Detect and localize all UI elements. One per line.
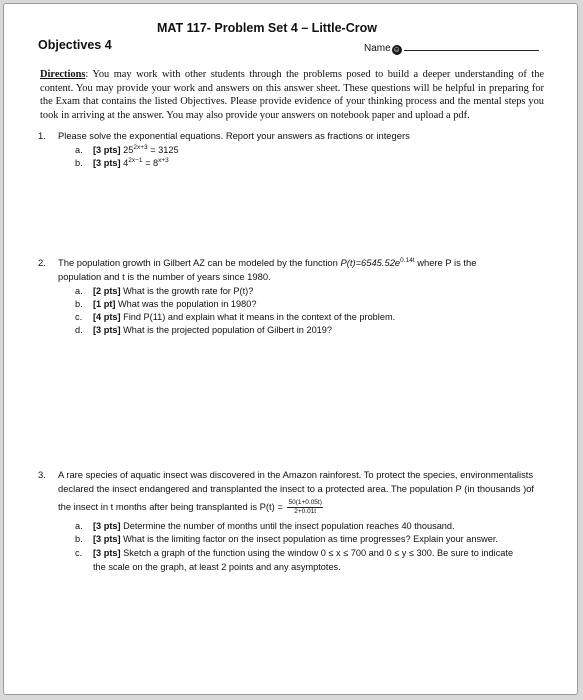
question-3c: c. [3 pts] Sketch a graph of the function using the window 0 ≤ x ≤ 700 and 0 ≤ y ≤ 300. Be sure to indicate bbox=[75, 548, 514, 558]
question-2b: b. [1 pt] What was the population in 1980? bbox=[75, 299, 257, 309]
question-3b: b. [3 pts] What is the limiting factor on the insect population as time progresses? Explain your answer. bbox=[75, 534, 498, 544]
name-field bbox=[364, 41, 539, 55]
name-label: Name bbox=[364, 43, 391, 54]
smiley-icon: ☺ bbox=[392, 45, 401, 54]
directions-label: Directions bbox=[40, 69, 86, 80]
question-text: A rare species of aquatic insect was discovered in the Amazon rainforest. To protect the species, environmentalists bbox=[58, 469, 534, 480]
directions-paragraph bbox=[40, 68, 544, 122]
directions-text: : You may work with other students through the problems posed to build a deeper understanding of the content. You may provide your work and answers on this answer sheet. These questions will be helpful in preparing for the Exam that contains the listed Objectives. Please provide evidence of your thinking process and the mental steps you took in arriving at the answer. You may also provide your answers on notebook paper and upload a pdf. bbox=[40, 69, 544, 121]
question-text-line3: the insect in t months after being transplanted is P(t) = $\frac{50(1+0.05t)}{2+0.01t}$ bbox=[58, 499, 322, 515]
question-text-line2: population and t is the number of years since 1980. bbox=[58, 271, 271, 282]
population-fraction: $\frac{50(1+0.05t)}{2+0.01t}$ bbox=[288, 499, 322, 515]
question-3c-line2: the scale on the graph, at least 2 points and any asymptotes. bbox=[93, 562, 341, 572]
question-3a: a. [3 pts] Determine the number of months until the insect population reaches 40 thousand. bbox=[75, 521, 455, 531]
question-text: The population growth in Gilbert AZ can be modeled by the function $P(t)=6545.52e^{0.14t}$ where P is the bbox=[58, 257, 477, 268]
question-2c: c. [4 pts] Find P(11) and explain what it means in the context of the problem. bbox=[75, 312, 396, 322]
question-2 bbox=[38, 257, 558, 357]
question-1b: b. [3 pts] $4^{2x-1} = 8^{x+3}$ bbox=[75, 157, 169, 168]
worksheet-page bbox=[3, 3, 578, 695]
question-number: 2. bbox=[38, 257, 46, 268]
page-title: MAT 117- Problem Set 4 – Little-Crow bbox=[157, 21, 377, 35]
question-text: Please solve the exponential equations. Report your answers as fractions or integers bbox=[58, 130, 410, 141]
objectives-heading: Objectives 4 bbox=[38, 38, 112, 52]
question-text-line2: declared the insect endangered and transplanted the insect to a protected area. The population P (in thousands )of bbox=[58, 483, 535, 494]
question-number: 3. bbox=[38, 469, 46, 480]
question-2d: d. [3 pts] What is the projected population of Gilbert in 2019? bbox=[75, 325, 333, 335]
name-blank-line bbox=[404, 41, 539, 51]
question-3 bbox=[38, 469, 563, 579]
question-1 bbox=[38, 130, 558, 190]
question-number: 1. bbox=[38, 130, 46, 141]
question-1a: a. [3 pts] $25^{2x+3} = 3125$ bbox=[75, 144, 179, 155]
question-2a: a. [2 pts] What is the growth rate for P(t)? bbox=[75, 286, 254, 296]
